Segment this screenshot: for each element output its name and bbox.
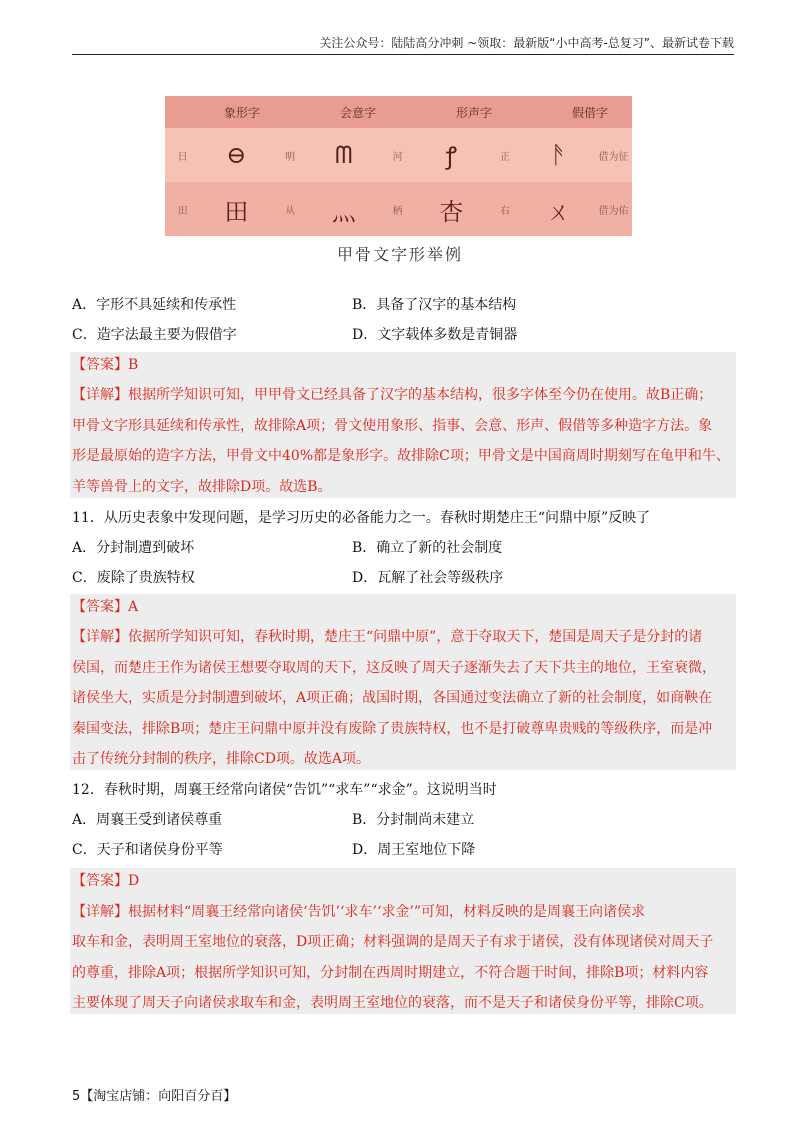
q11-option-d: D．瓦解了社会等级秩序 <box>352 570 504 586</box>
page-footer: 5【淘宝店铺：向阳百分百】 <box>72 1089 237 1104</box>
q10-option-c: C．造字法最主要为假借字 <box>72 327 237 343</box>
q12-detail-line: 取车和金，表明周王室地位的衰落，D项正确；材料强调的是周天子有求于诸侯，没有体现诸侯对周天子 <box>72 934 714 950</box>
q11-answer: 【答案】A <box>72 599 139 615</box>
q11-detail-line: 侯国，而楚庄王作为诸侯王想要夺取周的天下，这反映了周天子逐渐失去了天下共主的地位，王室衰微， <box>72 660 716 676</box>
q12-option-c: C．天子和诸侯身份平等 <box>72 842 223 858</box>
oracle-glyph: ꝭ <box>445 141 457 170</box>
q11-detail-line: 击了传统分封制的秩序，排除CD项。故选A项。 <box>72 751 371 767</box>
modern-char: 从 <box>285 205 296 217</box>
column-loan-character: 假借字 <box>571 105 608 120</box>
modern-char: 明 <box>285 151 296 163</box>
modern-char: 柄 <box>392 205 403 217</box>
q12-detail-line: 主要体现了周天子向诸侯求取车和金，表明周王室地位的衰落，而不是天子和诸侯身份平等，排除C项。 <box>72 995 713 1011</box>
figure-caption: 甲骨文字形举例 <box>336 245 463 264</box>
oracle-glyph: 杏 <box>439 197 464 226</box>
q11-option-b: B．确立了新的社会制度 <box>352 540 503 556</box>
oracle-glyph: 田 <box>224 197 249 226</box>
q12-detail-line: 【详解】根据材料“周襄王经常向诸侯‘告饥’‘求车’‘求金’”可知，材料反映的是周襄王向诸侯求 <box>72 904 646 920</box>
q10-option-a: A．字形不具延续和传承性 <box>72 297 237 313</box>
q12-option-b: B．分封制尚未建立 <box>352 812 475 828</box>
q10-option-d: D．文字载体多数是青铜器 <box>352 327 518 343</box>
column-pictograph: 象形字 <box>223 105 260 120</box>
q12-answer: 【答案】D <box>72 873 140 889</box>
modern-char: 右 <box>500 205 511 217</box>
modern-char: 日 <box>177 151 188 163</box>
q10-detail-line: 羊等兽骨上的文字，故排除D项。故选B。 <box>72 479 332 495</box>
oracle-glyph: ᗰ <box>335 141 353 169</box>
modern-char: 河 <box>392 151 403 163</box>
oracle-glyph: ᚫ <box>551 141 566 169</box>
q12-option-a: A．周襄王受到诸侯尊重 <box>72 812 223 828</box>
q10-answer: 【答案】B <box>72 357 139 373</box>
q10-option-b: B．具备了汉字的基本结构 <box>352 297 517 313</box>
loan-note: 借为征 <box>598 151 629 163</box>
oracle-glyph: 灬 <box>331 197 356 226</box>
q12-detail-line: 的尊重，排除A项；根据所学知识可知，分封制在西周时期建立，不符合题干时间，排除B项；材料内容 <box>72 965 709 981</box>
column-ideograph: 会意字 <box>339 105 376 120</box>
oracle-glyph: ㄨ <box>546 197 571 226</box>
q11-option-c: C．废除了贵族特权 <box>72 570 195 586</box>
modern-char: 正 <box>500 151 511 163</box>
oracle-glyph: ⊖ <box>226 141 247 169</box>
q10-detail-line: 甲骨文字形具延续和传承性，故排除A项；骨文使用象形、指事、会意、形声、假借等多种造字方法。象 <box>72 418 713 434</box>
q12-question: 12．春秋时期，周襄王经常向诸侯“告饥”“求车”“求金”。这说明当时 <box>72 782 497 798</box>
q11-answer-box <box>70 594 736 770</box>
column-phonogram: 形声字 <box>455 105 492 120</box>
figure-header-row <box>165 96 632 128</box>
q12-option-d: D．周王室地位下降 <box>352 842 476 858</box>
modern-char: 田 <box>177 205 188 217</box>
figure-row <box>165 182 632 236</box>
q11-detail-line: 诸侯坐大，实质是分封制遭到破坏，A项正确；战国时期，各国通过变法确立了新的社会制度，如商鞅在 <box>72 690 713 706</box>
q11-option-a: A．分封制遭到破坏 <box>72 540 195 556</box>
oracle-bone-figure <box>165 96 632 236</box>
q10-detail-line: 【详解】根据所学知识可知，甲甲骨文已经具备了汉字的基本结构，很多字体至今仍在使用。故B正确； <box>72 387 713 403</box>
loan-note: 借为佑 <box>598 205 629 217</box>
page-header: 关注公众号：陆陆高分冲刺 ~领取：最新版“小中高考-总复习”、最新试卷下载 <box>72 34 734 55</box>
q10-detail-line: 形是最原始的造字方法，甲骨文中40%都是象形字。故排除C项；甲骨文是中国商周时期刻写在龟甲和牛、 <box>72 448 730 464</box>
q11-detail-line: 【详解】依据所学知识可知，春秋时期，楚庄王“问鼎中原”，意于夺取天下，楚国是周天子是分封的诸 <box>72 629 703 645</box>
figure-row <box>165 128 632 182</box>
q11-detail-line: 秦国变法，排除B项；楚庄王问鼎中原并没有废除了贵族特权，也不是打破尊卑贵贱的等级秩序，而是冲 <box>72 721 713 737</box>
q11-question: 11．从历史表象中发现问题，是学习历史的必备能力之一。春秋时期楚庄王“问鼎中原”反映了 <box>72 510 651 526</box>
